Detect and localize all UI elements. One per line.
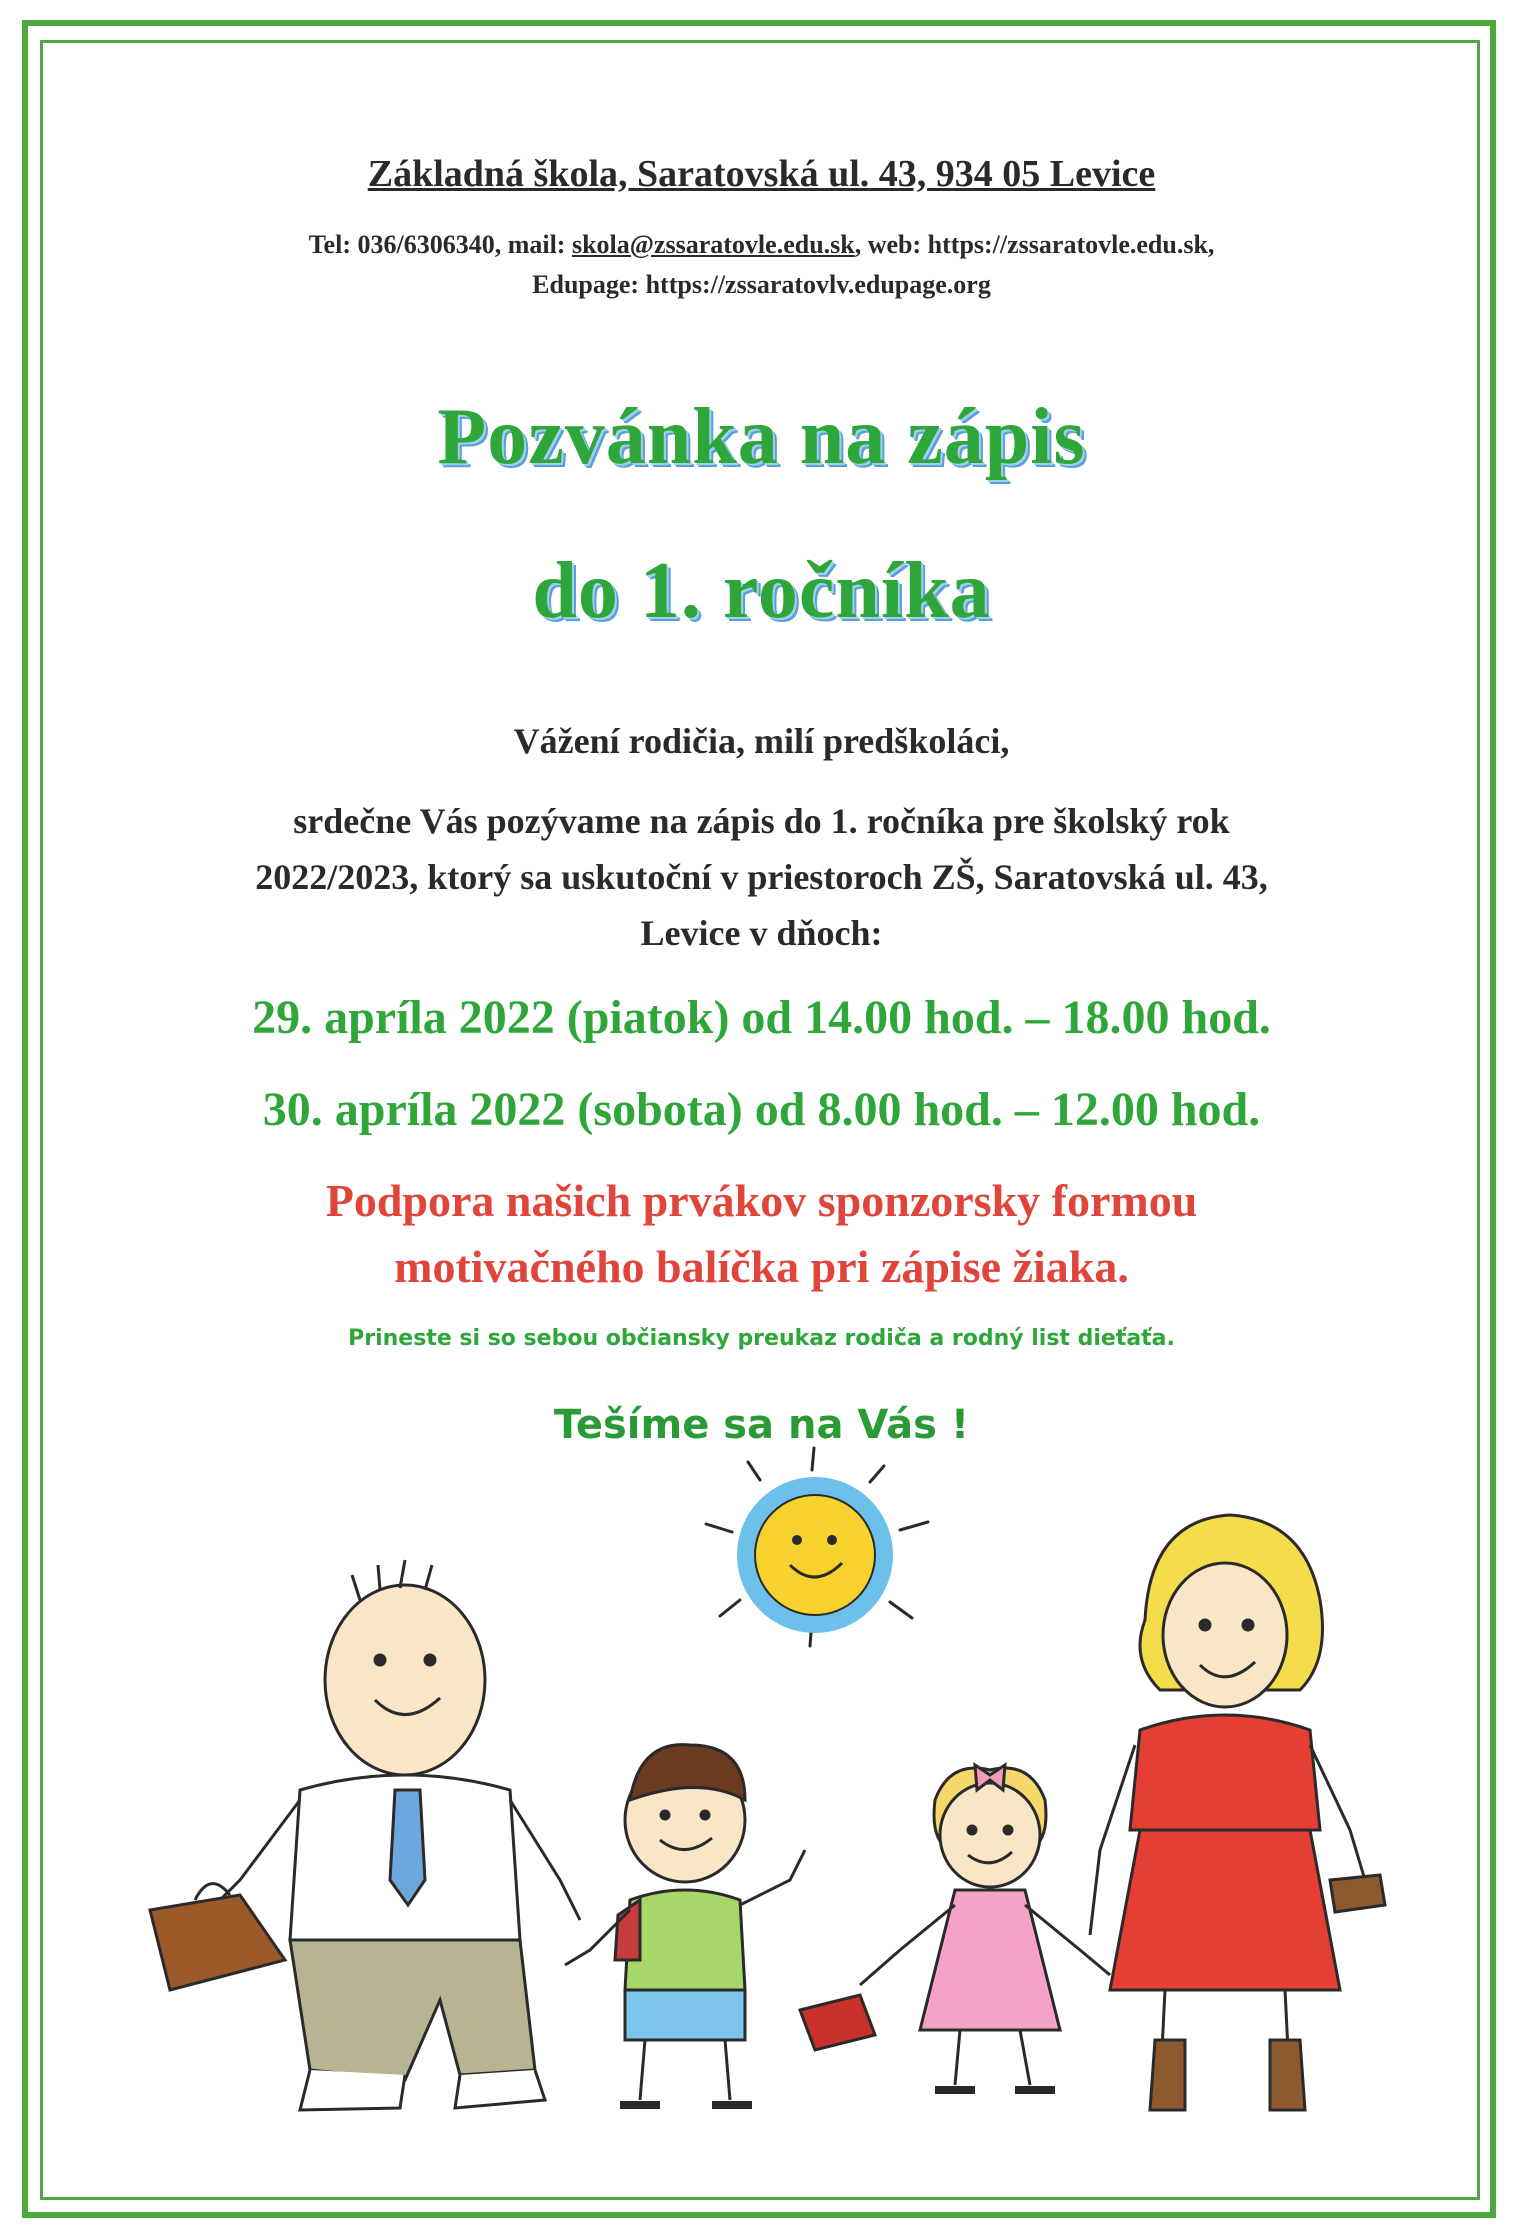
email-link[interactable]: skola@zssaratovle.edu.sk bbox=[571, 230, 855, 259]
title-line-1: Pozvánka na zápis bbox=[437, 393, 1086, 481]
invitation-line-1: srdečne Vás pozývame na zápis do 1. ročníka pre školský rok bbox=[293, 801, 1230, 841]
greeting: Vážení rodičia, milí predškoláci, bbox=[513, 721, 1010, 761]
invitation-line-2: 2022/2023, ktorý sa uskutoční v priestoroch ZŠ, Saratovská ul. 43, bbox=[255, 857, 1268, 897]
documents-note: Prineste si so sebou občiansky preukaz rodiča a rodný list dieťaťa. bbox=[348, 1326, 1175, 1351]
contact-suffix: , web: https://zssaratovle.edu.sk, bbox=[854, 230, 1215, 259]
date-1: 29. apríla 2022 (piatok) od 14.00 hod. – 18.00 hod. bbox=[252, 991, 1271, 1044]
school-name: Základná škola, Saratovská ul. 43, 934 05 Levice bbox=[367, 153, 1156, 195]
father-figure bbox=[150, 1560, 580, 2110]
closing-text: Tešíme sa na Vás ! bbox=[553, 1402, 970, 1448]
girl-figure bbox=[800, 1765, 1110, 2090]
invitation-line-3: Levice v dňoch: bbox=[640, 913, 883, 953]
support-line-2: motivačného balíčka pri zápise žiaka. bbox=[394, 1241, 1129, 1292]
support-line-1: Podpora našich prvákov sponzorsky formou bbox=[325, 1175, 1198, 1226]
boy-figure bbox=[565, 1745, 805, 2105]
mother-figure bbox=[1090, 1515, 1385, 2110]
edupage-line: Edupage: https://zssaratovlv.edupage.org bbox=[532, 270, 991, 299]
date-2: 30. apríla 2022 (sobota) od 8.00 hod. – 12.00 hod. bbox=[262, 1083, 1261, 1136]
contact-prefix: Tel: 036/6306340, mail: bbox=[308, 230, 572, 259]
title-line-2: do 1. ročníka bbox=[532, 547, 991, 635]
sun-icon bbox=[706, 1448, 928, 1646]
